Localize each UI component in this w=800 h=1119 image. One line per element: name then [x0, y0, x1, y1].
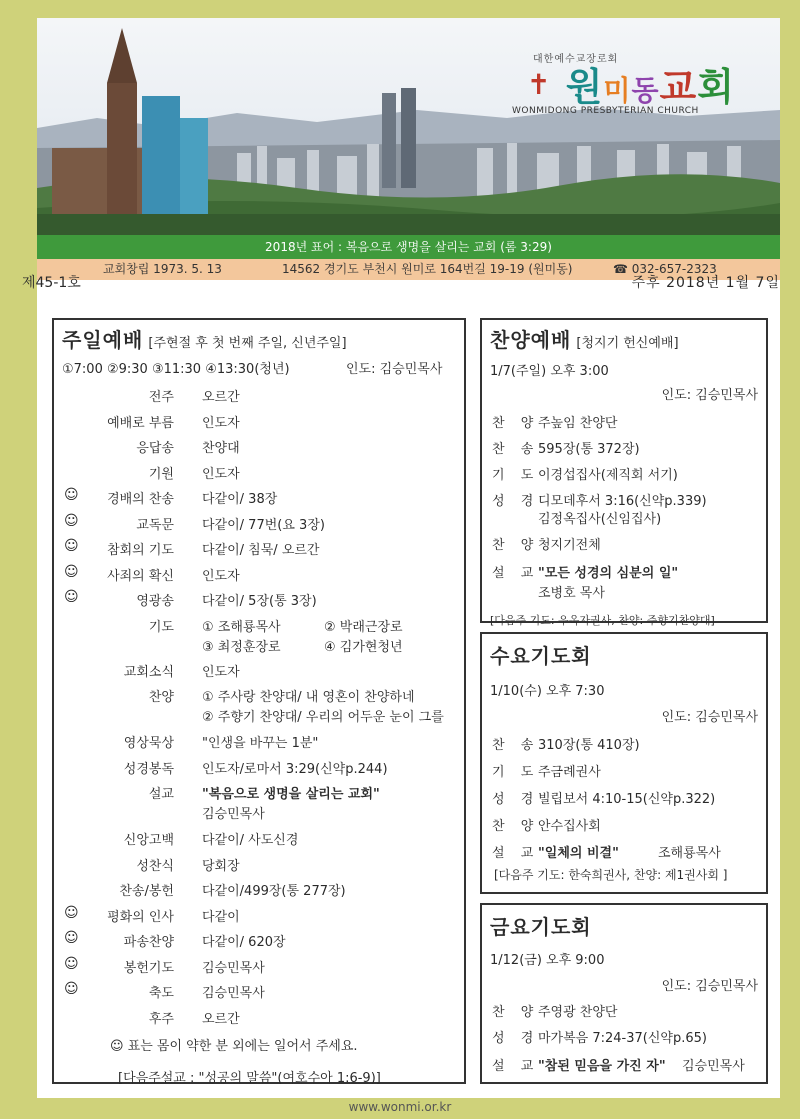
sermon-preacher: 조병호 목사	[538, 586, 605, 601]
order-value: 오르간	[202, 1011, 240, 1027]
sermon-preacher: 조해룡목사	[658, 846, 721, 861]
order-value: 주영광 찬양단	[538, 1005, 618, 1020]
bulletin-date: 주후 2018년 1월 7일	[631, 275, 780, 291]
second-reader: 김정옥집사(신임집사)	[538, 512, 662, 527]
order-label: 찬 양	[492, 819, 540, 834]
order-value: 디모데후서 3:16(신약p.339)	[538, 494, 707, 509]
order-label: 기 도	[492, 765, 540, 780]
sunday-worship-title: 주일예배	[62, 328, 144, 352]
order-label: 사죄의 확신	[107, 568, 174, 584]
order-value: 김승민목사	[202, 960, 265, 976]
order-label: 후주	[148, 1011, 174, 1027]
smile-icon: ☺	[64, 981, 79, 997]
order-label: 평화의 인사	[107, 909, 174, 925]
sunday-worship-subtitle: [주현절 후 첫 번째 주일, 신년주일]	[148, 336, 347, 351]
anthem-1: ① 주사랑 찬양대/ 내 영혼이 찬양하네	[202, 690, 415, 705]
order-label: 영상묵상	[123, 736, 174, 751]
prayer-1: ① 조해룡목사	[202, 619, 281, 635]
logo-denomination: 대한예수교장로회	[533, 54, 619, 65]
sermon-title: "복음으로 생명을 살리는 교회"	[202, 787, 380, 802]
service-times: ①7:00 ②9:30 ③11:30 ④13:30(청년)	[62, 362, 290, 377]
order-label: 성 경	[492, 792, 540, 807]
praise-time: 1/7(주일) 오후 3:00	[490, 364, 609, 379]
order-label: 찬양	[148, 690, 174, 705]
order-label: 기 도	[492, 468, 540, 483]
order-value: 김승민목사	[202, 986, 265, 1001]
annual-motto-bar: 2018년 표어 : 복음으로 생명을 살리는 교회 (롬 3:29)	[37, 235, 780, 259]
church-logo: ✝ 원미동교회	[527, 65, 735, 109]
order-label: 봉헌기도	[123, 960, 174, 976]
order-label: 찬송/봉헌	[119, 884, 174, 899]
smile-icon: ☺	[64, 563, 79, 580]
order-value: 310장(통 410장)	[538, 738, 640, 753]
order-label: 참회의 기도	[107, 543, 174, 558]
order-label: 응답송	[136, 441, 174, 456]
praise-worship-subtitle: [청지기 헌신예배]	[576, 336, 679, 351]
smile-icon: ☺	[64, 487, 79, 503]
order-label: 설 교	[492, 1059, 540, 1074]
order-value: 다같이/ 5장(통 3장)	[202, 594, 317, 609]
order-label: 신앙고백	[123, 833, 174, 848]
order-label: 기원	[148, 466, 174, 482]
anthem-2: ② 주향기 찬양대/ 우리의 어두운 눈이 그를	[202, 710, 444, 725]
order-value: 청지기전체	[538, 538, 601, 553]
city-skyline-illustration	[37, 18, 780, 238]
order-value: 다같이/499장(통 277장)	[202, 884, 346, 899]
order-value: 마가복음 7:24-37(신약p.65)	[538, 1031, 707, 1046]
wednesday-prayer-title: 수요기도회	[490, 644, 592, 668]
standing-note: ☺ 표는 몸이 약한 분 외에는 일어서 주세요.	[110, 1039, 358, 1054]
order-label: 찬 송	[492, 442, 540, 457]
order-label: 성 경	[492, 494, 540, 509]
logo-english-name: WONMIDONG PRESBYTERIAN CHURCH	[512, 106, 699, 116]
order-label: 찬 송	[492, 738, 540, 753]
founded-date: 교회창립 1973. 5. 13	[103, 262, 222, 276]
order-label: 교독문	[136, 517, 174, 533]
smile-icon: ☺	[64, 930, 79, 946]
prayer-2: ② 박래근장로	[324, 619, 403, 635]
issue-number: 제45-1호	[22, 275, 81, 291]
order-value: 오르간	[202, 390, 240, 405]
order-label: 교회소식	[123, 664, 174, 680]
order-label: 설 교	[492, 566, 540, 581]
church-phone: ☎ 032-657-2323	[613, 262, 717, 276]
order-value: 안수집사회	[538, 819, 601, 834]
service-leader: 인도: 김승민목사	[346, 362, 443, 377]
next-week-info: [다음주 기도: 우옥자권사, 찬양: 주향기찬양대]	[490, 614, 715, 627]
next-week-info: [다음주 기도: 한숙희권사, 찬양: 제1권사회 ]	[494, 868, 728, 882]
order-label: 파송찬양	[123, 935, 174, 950]
order-label: 예배로 부름	[107, 415, 174, 431]
order-value: 다같이/ 620장	[202, 935, 286, 950]
smile-icon: ☺	[64, 512, 79, 529]
church-address: 14562 경기도 부천시 원미로 164번길 19-19 (원미동)	[282, 262, 573, 276]
sermon-title: "모든 성경의 심분의 일"	[538, 566, 679, 581]
order-value: 인도자	[202, 466, 240, 482]
order-label: 성 경	[492, 1031, 540, 1046]
order-label: 설교	[148, 787, 174, 802]
order-value: 당회장	[202, 858, 240, 874]
order-value: 찬양대	[202, 441, 240, 456]
order-value: 인도자	[202, 415, 240, 431]
prayer-4: ④ 김가현청년	[324, 639, 403, 655]
order-label: 축도	[148, 986, 174, 1001]
praise-worship-title: 찬양예배	[490, 328, 572, 352]
sermon-preacher: 김승민목사	[682, 1059, 745, 1074]
sermon-preacher: 김승민목사	[202, 807, 265, 822]
order-value: 주금례권사	[538, 765, 601, 780]
order-value: 595장(통 372장)	[538, 442, 640, 457]
next-sermon: [다음주설교 : "성공의 말씀"(여호수아 1:6-9)]	[118, 1071, 381, 1086]
order-value: 다같이/ 사도신경	[202, 833, 299, 848]
prayer-3: ③ 최정훈장로	[202, 639, 281, 655]
order-label: 성경봉독	[123, 761, 174, 777]
wednesday-leader: 인도: 김승민목사	[661, 710, 758, 725]
smile-icon: ☺	[64, 904, 79, 921]
cross-icon: ✝	[527, 68, 552, 101]
order-value: "인생을 바꾸는 1분"	[202, 736, 319, 751]
order-value: 다같이	[202, 909, 240, 925]
order-value: 인도자/로마서 3:29(신약p.244)	[202, 761, 388, 777]
order-value: 이경섭집사(제직회 서기)	[538, 468, 678, 483]
smile-icon: ☺	[64, 538, 79, 554]
order-value: 다같이/ 침묵/ 오르간	[202, 543, 320, 558]
sermon-title: "일체의 비결"	[538, 846, 619, 861]
order-value: 다같이/ 38장	[202, 492, 278, 507]
friday-time: 1/12(금) 오후 9:00	[490, 953, 605, 968]
order-value: 인도자	[202, 664, 240, 680]
order-label: 기도	[148, 619, 174, 635]
friday-prayer-title: 금요기도회	[490, 915, 592, 939]
sunday-worship-box	[52, 318, 466, 1084]
wednesday-time: 1/10(수) 오후 7:30	[490, 684, 605, 699]
order-label: 찬 양	[492, 538, 540, 553]
order-label: 경배의 찬송	[107, 492, 174, 507]
order-label: 설 교	[492, 846, 540, 861]
order-value: 인도자	[202, 568, 240, 584]
website-url[interactable]: www.wonmi.or.kr	[348, 1100, 452, 1114]
smile-icon: ☺	[64, 955, 79, 972]
praise-leader: 인도: 김승민목사	[661, 388, 758, 403]
friday-leader: 인도: 김승민목사	[661, 979, 758, 994]
praise-worship-box	[480, 318, 768, 627]
order-value: 다같이/ 77번(요 3장)	[202, 517, 325, 533]
order-value: 주높임 찬양단	[538, 416, 618, 431]
order-label: 전주	[148, 390, 174, 405]
order-label: 찬 양	[492, 1005, 540, 1020]
order-value: 빌립보서 4:10-15(신약p.322)	[538, 792, 716, 807]
wednesday-prayer-box	[480, 632, 768, 894]
sermon-title: "참된 믿음을 가진 자"	[538, 1059, 666, 1074]
order-label: 영광송	[136, 594, 174, 609]
order-label: 성찬식	[136, 858, 174, 874]
order-label: 찬 양	[492, 416, 540, 431]
smile-icon: ☺	[64, 589, 79, 605]
friday-prayer-box	[480, 903, 768, 1084]
